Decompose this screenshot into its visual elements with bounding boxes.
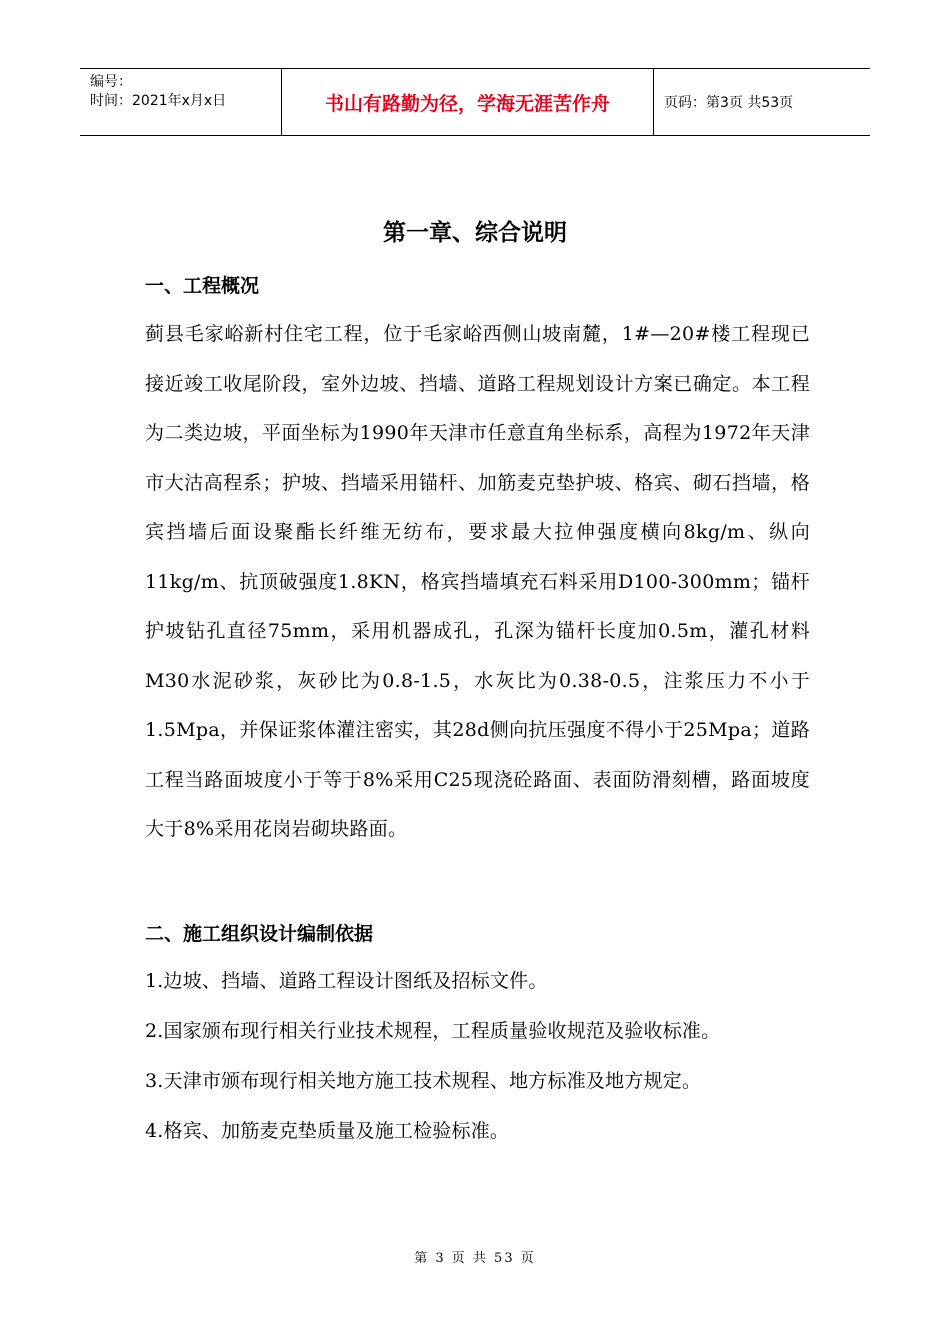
page-header [80,68,870,136]
list-item: 4.格宾、加筋麦克垫质量及施工检验标准。 [145,1120,510,1142]
chapter-title: 第一章、综合说明 [383,220,567,246]
page-footer: 第 3 页 共 53 页 [414,1251,536,1266]
date-label: 时间：2021年x月x日 [90,93,227,109]
section-2-title: 二、施工组织设计编制依据 [145,923,374,945]
header-motto: 书山有路勤为径，学海无涯苦作舟 [282,69,654,135]
section-1-body: 蓟县毛家峪新村住宅工程，位于毛家峪西侧山坡南麓，1#—20#楼工程现已接近竣工收尾阶段，室外边坡、挡墙、道路工程规划设计方案已确定。本工程为二类边坡，平面坐标为1990年天津市任意直角坐标系，高程为1972年天津市大沽高程系；护坡、挡墙采用锚杆、加筋麦克垫护坡、格宾、砌石挡墙，格宾挡墙后面设聚酯长纤维无纺布，要求最大拉伸强度横向8kg/m、纵向11kg/m、抗顶破强度1.8KN，格宾挡墙填充石料采用D100-300mm；锚杆护坡钻孔直径75mm，采用机器成孔，孔深为锚杆长度加0.5m，灌孔材料M30水泥砂浆，灰砂比为0.8-1.5，水灰比为0.38-0.5，注浆压力不小于1.5Mpa，并保证浆体灌注密实，其28d侧向抗压强度不得小于25Mpa；道路工程当路面坡度小于等于8%采用C25现浇砼路面、表面防滑刻槽，路面坡度大于8%采用花岗岩砌块路面。 [145,323,810,840]
number-label: 编号： [90,74,132,90]
header-page-number: 页码：第3页 共53页 [664,95,794,111]
list-item: 2.国家颁布现行相关行业技术规程，工程质量验收规范及验收标准。 [145,1020,721,1042]
section-2-list [145,956,810,1156]
list-item: 1.边坡、挡墙、道路工程设计图纸及招标文件。 [145,970,548,992]
list-item: 3.天津市颁布现行相关地方施工技术规程、地方标准及地方规定。 [145,1070,702,1092]
section-1-title: 一、工程概况 [145,275,260,297]
header-meta [80,69,282,135]
